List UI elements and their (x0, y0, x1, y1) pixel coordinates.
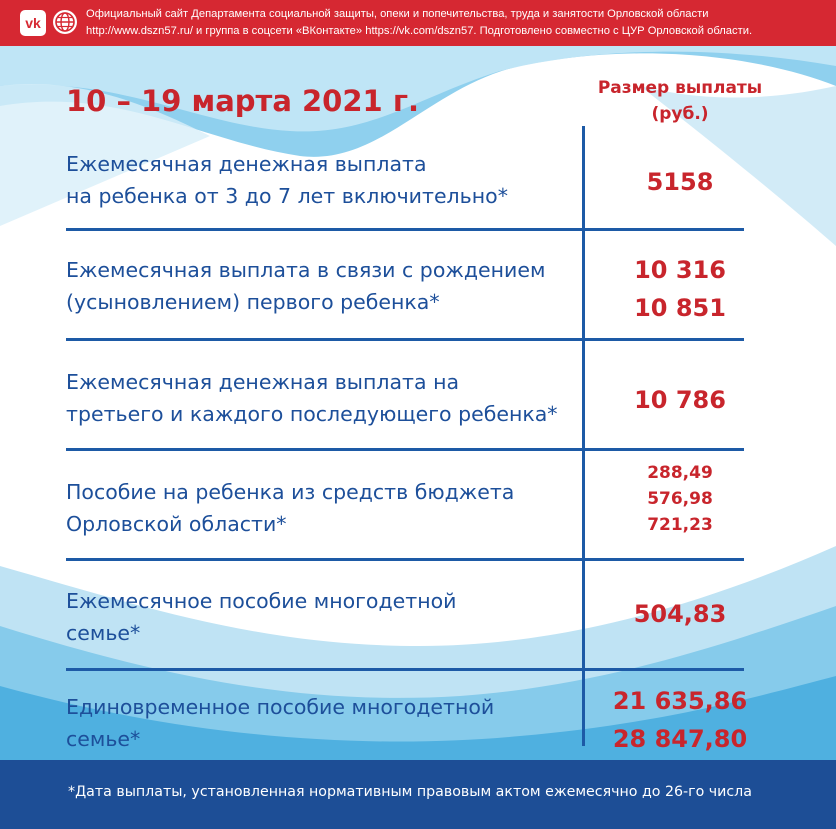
column-header-line-2: (руб.) (651, 104, 709, 124)
row-5-label (66, 585, 586, 649)
row-4-values (590, 460, 770, 538)
header-bar (0, 0, 836, 46)
row-divider (66, 668, 744, 671)
row-6-value-1: 21 635,86 (612, 687, 748, 715)
row-2-label (66, 254, 586, 318)
column-header (585, 75, 775, 127)
row-5-label-line-2: семье* (66, 621, 141, 645)
row-3-label-line-2: третьего и каждого последующего ребенка* (66, 402, 558, 426)
row-1-label (66, 148, 586, 212)
globe-icon[interactable] (52, 9, 78, 35)
vk-icon[interactable]: vk (20, 10, 46, 36)
footer-bar (0, 760, 836, 829)
row-6-label-line-1: Единовременное пособие многодетной (66, 695, 495, 719)
row-divider (66, 558, 744, 561)
row-5-value-1: 504,83 (633, 600, 727, 628)
row-4-label-line-2: Орловской области* (66, 512, 287, 536)
row-4-label (66, 476, 586, 540)
row-2-label-line-2: (усыновлением) первого ребенка* (66, 290, 440, 314)
row-6-label-line-2: семье* (66, 727, 141, 751)
row-3-label-line-1: Ежемесячная денежная выплата на (66, 370, 460, 394)
row-4-value-1: 288,49 (647, 463, 713, 483)
row-2-value-1: 10 316 (634, 256, 726, 284)
row-3-value (590, 381, 770, 419)
row-3-value-1: 10 786 (634, 386, 726, 414)
row-2-values (590, 251, 770, 327)
row-1-label-line-1: Ежемесячная денежная выплата (66, 152, 427, 176)
row-4-value-2: 576,98 (647, 489, 713, 509)
header-line-1: Официальный сайт Департамента социальной защиты, опеки и попечительства, труда и занятости Орловской области (86, 8, 709, 20)
row-divider (66, 338, 744, 341)
row-divider (66, 448, 744, 451)
row-2-value-2: 10 851 (634, 294, 726, 322)
row-4-label-line-1: Пособие на ребенка из средств бюджета (66, 480, 515, 504)
row-5-label-line-1: Ежемесячное пособие многодетной (66, 589, 457, 613)
row-6-value-2: 28 847,80 (612, 725, 748, 753)
row-5-value (590, 595, 770, 633)
row-6-values (590, 682, 770, 758)
row-3-label (66, 366, 586, 430)
row-1-label-line-2: на ребенка от 3 до 7 лет включительно* (66, 184, 508, 208)
column-divider (582, 126, 585, 746)
row-4-value-3: 721,23 (647, 515, 713, 535)
footer-note: *Дата выплаты, установленная нормативным правовым актом ежемесячно до 26-го числа (68, 784, 752, 800)
row-2-label-line-1: Ежемесячная выплата в связи с рождением (66, 258, 546, 282)
row-1-value-1: 5158 (646, 168, 714, 196)
column-header-line-1: Размер выплаты (597, 78, 763, 98)
page-title: 10 – 19 марта 2021 г. (66, 84, 419, 118)
header-line-2: http://www.dszn57.ru/ и группа в соцсети «ВКонтакте» https://vk.com/dszn57. Подготовлено совместно с ЦУР Орловской области. (86, 25, 753, 37)
row-6-label (66, 691, 586, 755)
row-1-value (590, 163, 770, 201)
row-divider (66, 228, 744, 231)
